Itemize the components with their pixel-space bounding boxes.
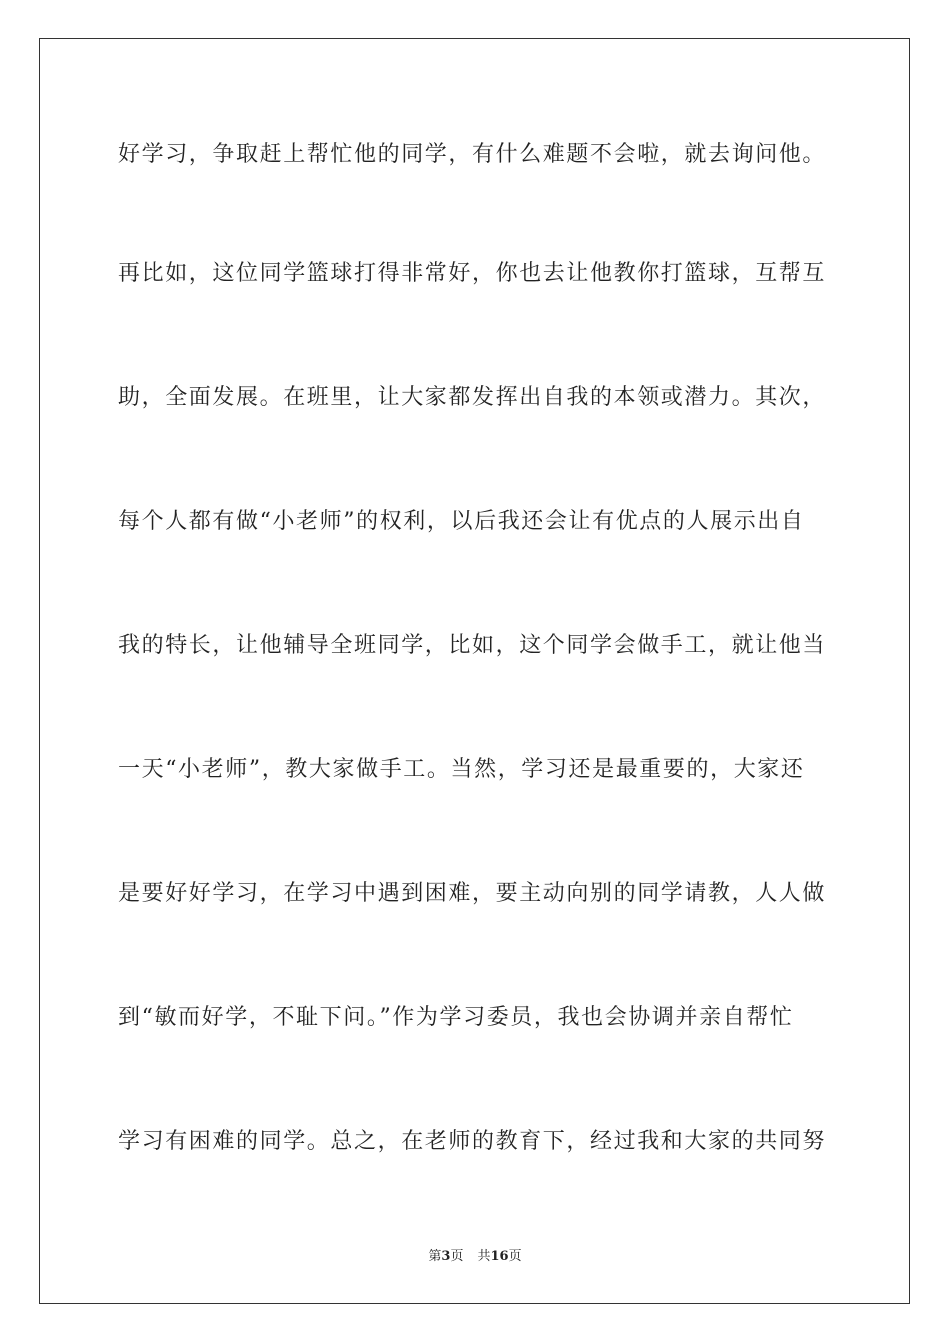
body-line-9: 学习有困难的同学。总之，在老师的教育下，经过我和大家的共同努: [118, 1129, 827, 1154]
body-line-8: 到“敏而好学，不耻下问。”作为学习委员，我也会协调并亲自帮忙: [118, 1005, 794, 1030]
body-line-2: 再比如，这位同学篮球打得非常好，你也去让他教你打篮球，互帮互: [118, 261, 827, 286]
page-footer: [0, 1248, 950, 1266]
page-frame: [39, 38, 910, 1304]
page-suffix: 页: [450, 1249, 464, 1264]
body-line-7: 是要好好学习，在学习中遇到困难，要主动向别的同学请教，人人做: [118, 881, 827, 906]
page-number: 3: [441, 1249, 451, 1264]
total-prefix: 共: [477, 1249, 491, 1264]
body-line-6: 一天“小老师”，教大家做手工。当然，学习还是最重要的，大家还: [118, 757, 805, 782]
body-line-5: 我的特长，让他辅导全班同学，比如，这个同学会做手工，就让他当: [118, 633, 827, 658]
body-line-4: 每个人都有做“小老师”的权利，以后我还会让有优点的人展示出自: [118, 509, 805, 534]
body-line-1: 好学习，争取赶上帮忙他的同学，有什么难题不会啦，就去询问他。: [118, 142, 827, 167]
body-line-3: 助，全面发展。在班里，让大家都发挥出自我的本领或潜力。其次，: [118, 385, 827, 410]
total-suffix: 页: [508, 1249, 522, 1264]
total-pages: 16: [490, 1249, 509, 1264]
page-prefix: 第: [428, 1249, 442, 1264]
